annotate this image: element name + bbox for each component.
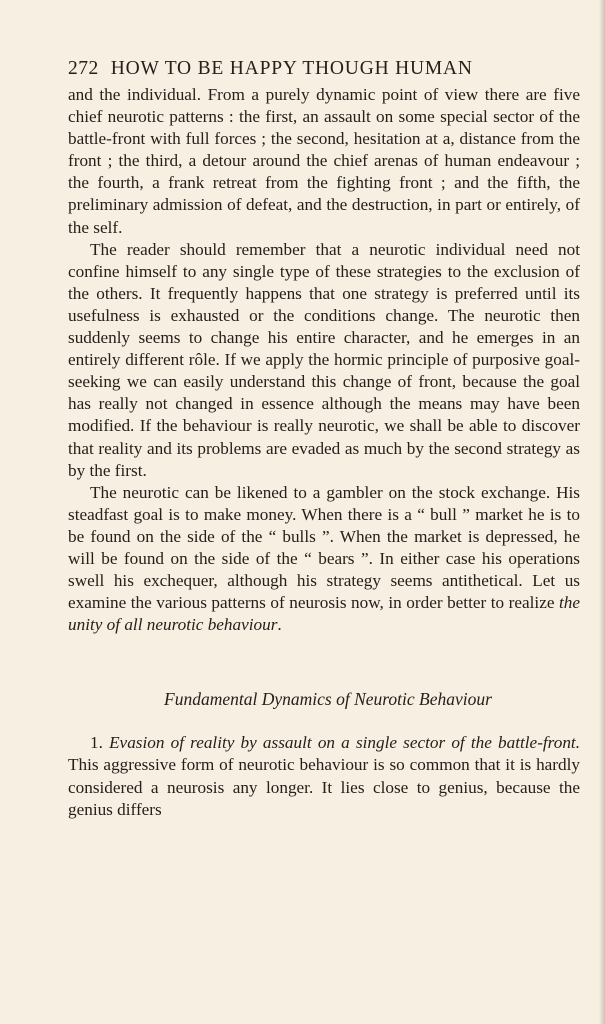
page-edge-shadow [599,0,605,1024]
paragraph-1: and the individual. From a purely dynamic point of view there are five chief neurotic patterns : the first, an assault on some special sector of the battle-front with full forces ; the second, hesitation at a, distance from the front ; the third, a detour around the chief arenas of human endeavour ; the fourth, a frank retreat from the fighting front ; and the fifth, the preliminary admission of defeat, and the destruction, in part or entirely, of the self. [68,85,580,237]
book-page [68,58,580,821]
paragraph-2: The reader should remember that a neurotic individual need not confine himself to any single type of these strategies to the exclusion of the others. It frequently happens that one strategy is preferred until its usefulness is exhausted or the conditions change. The neurotic then suddenly seems to change his entire character, and he emerges in an entirely different rôle. If we apply the hormic principle of purposive goal-seeking we can easily understand this change of front, because the goal has really not changed in essence although the means may have been modified. If the behaviour is really neurotic, we shall be able to discover that reality and its problems are evaded as much by the second strategy as by the first. [68,239,580,480]
paragraph-3-emphasis: the unity of all neurotic behaviour [68,593,580,635]
running-head [68,58,580,80]
paragraph-4-emphasis: Evasion of reality by assault on a single sector of the battle-front. [109,733,580,753]
paragraph-3 [68,482,580,637]
section-heading: Fundamental Dynamics of Neurotic Behaviour [164,689,492,710]
paragraph-4 [68,732,580,820]
paragraph-4-number: 1. [90,733,110,753]
paragraph-3-text: The neurotic can be likened to a gambler on the stock exchange. His steadfast goal is to make money. When there is a “ bull ” market he is to be found on the side of the “ bulls ”. When the market is depressed, he will be found on the side of the “ bears ”. In either case his operations swell his exchequer, although his strategy seems antithetical. Let us examine the various patterns of neurosis now, in order better to realize [68,482,580,613]
running-title: HOW TO BE HAPPY THOUGH HUMAN [110,58,473,79]
paragraph-3-end: . [277,615,282,635]
page-number: 272 [68,58,99,79]
section-spacer [68,636,580,688]
paragraph-4-text: This aggressive form of neurotic behaviour is so common that it is hardly considered a neurosis any longer. It lies close to genius, because the genius differs [68,755,580,819]
